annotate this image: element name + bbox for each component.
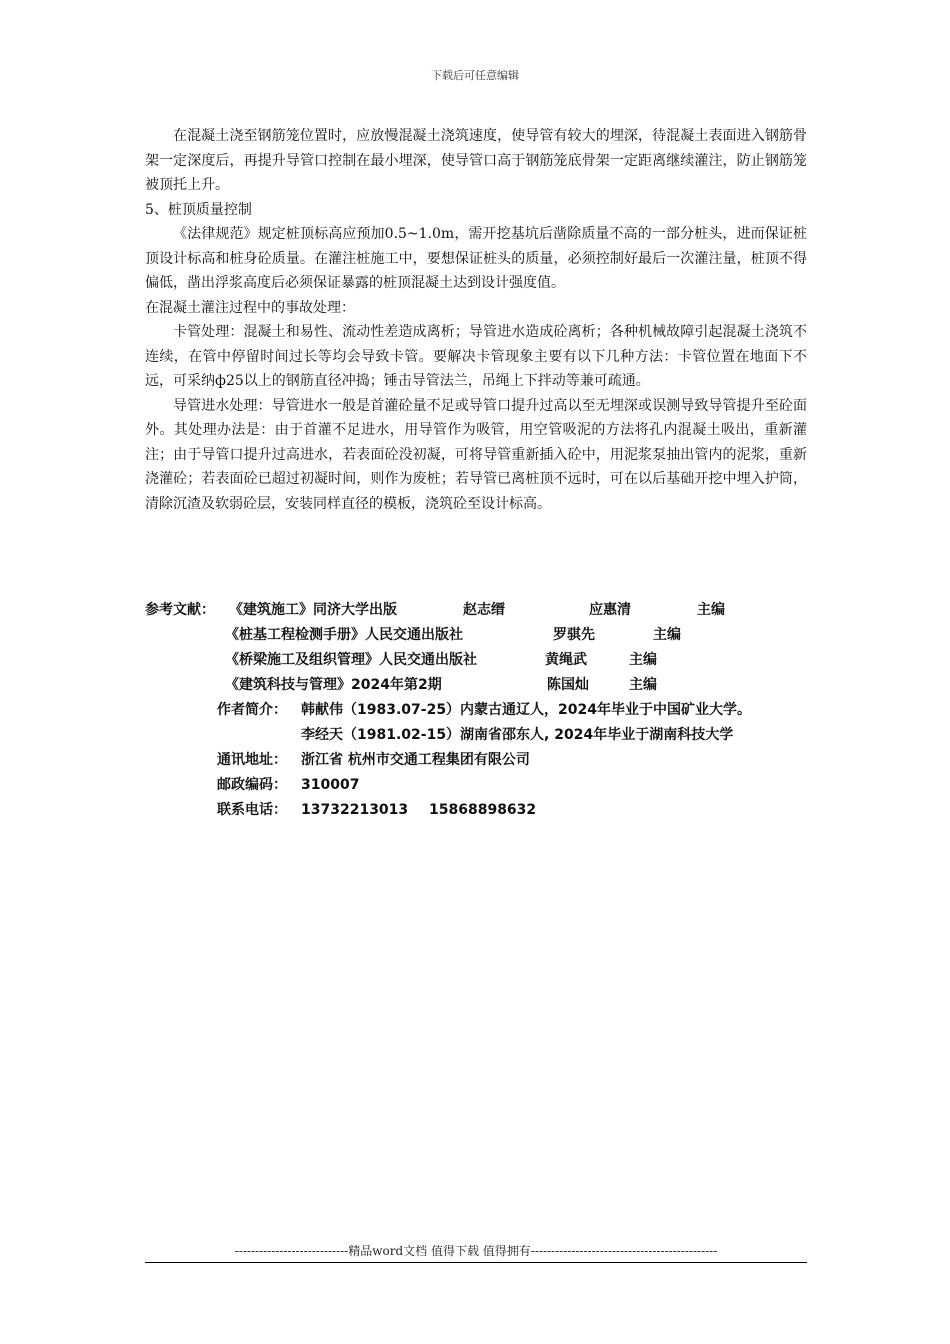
reference-title: 《桩基工程检测手册》人民交通出版社 [225,627,463,643]
paragraph-pipe-blockage: 卡管处理：混凝土和易性、流动性差造成离析；导管进水造成砼离析；各种机械故障引起混凝土浇筑不连续，在管中停留时间过长等均会导致卡管。要解决卡管现象主要有以下几种方法：卡管位置在地面下不远，可采纳ф25以上的钢筋直径冲捣；锤击导管法兰，吊绳上下拌动等兼可疏通。 [145,324,807,389]
reference-title: 《桥梁施工及组织管理》人民交通出版社 [225,652,477,668]
reference-author: 罗骐先 [553,627,595,643]
paragraph-pile-top-quality: 《法律规范》规定桩顶标高应预加0.5~1.0m，需开挖基坑后凿除质量不高的一部分桩头，进而保证桩顶设计标高和桩身砼质量。在灌注桩施工中，要想保证桩头的质量，必须控制好最后一次灌注量，桩顶不得偏低，凿出浮浆高度后必须保证暴露的桩顶混凝土达到设计强度值。 [145,226,807,291]
reference-author: 黄绳武 [545,652,587,668]
reference-role: 主编 [629,652,657,668]
author-info-row [145,723,825,748]
postcode-row [145,773,825,798]
reference-role: 主编 [697,602,725,618]
address-row [145,748,825,773]
address-label: 通讯地址： [217,752,287,768]
phone-value: 13732213013 [301,802,409,818]
reference-role: 主编 [653,627,681,643]
paragraph-rebar-cage: 在混凝土浇至钢筋笼位置时，应放慢混凝土浇筑速度，使导管有较大的埋深，待混凝土表面进入钢筋骨架一定深度后，再提升导管口控制在最小埋深，使导管口高于钢筋笼底骨架一定距离继续灌注，防止钢筋笼被顶托上升。 [145,128,807,193]
document-body [145,124,807,516]
reference-row [145,673,825,698]
phone-value: 15868898632 [429,802,537,818]
author-info-line: 李经天（1981.02-15）湖南省邵东人, 2024年毕业于湖南科技大学 [301,727,734,743]
reference-author: 应惠清 [589,602,631,618]
author-info-line: 韩献伟（1983.07-25）内蒙古通辽人，2024年毕业于中国矿业大学。 [301,702,752,718]
footer-divider [145,1262,807,1263]
reference-row [145,623,825,648]
reference-author: 赵志缙 [463,602,505,618]
section-heading-pile-top: 5、桩顶质量控制 [145,201,252,218]
phone-row [145,798,825,823]
phone-label: 联系电话： [217,802,287,818]
reference-row [145,598,825,623]
author-info-label: 作者简介： [217,702,287,718]
paragraph-pipe-water-ingress: 导管进水处理：导管进水一般是首灌砼量不足或导管口提升过高以至无埋深或误测导致导管提升至砼面外。其处理办法是：由于首灌不足进水，用导管作为吸管，用空管吸泥的方法将孔内混凝土吸出，重新灌注；由于导管口提升过高进水，若表面砼没初凝，可将导管重新插入砼中，用泥浆泵抽出管内的泥浆，重新浇灌砼；若表面砼已超过初凝时间，则作为废桩；若导管已离桩顶不远时，可在以后基础开挖中埋入护筒，清除沉渣及软弱砼层，安装同样直径的模板，浇筑砼至设计标高。 [145,397,807,512]
reference-row [145,648,825,673]
reference-title: 《建筑科技与管理》2024年第2期 [225,677,442,693]
reference-role: 主编 [629,677,657,693]
references-label: 参考文献： [145,602,215,618]
reference-author: 陈国灿 [547,677,589,693]
address-value: 浙江省 杭州市交通工程集团有限公司 [301,752,530,768]
page-header-note: 下载后可任意编辑 [431,69,519,82]
postcode-value: 310007 [301,777,360,793]
reference-title: 《建筑施工》同济大学出版 [229,602,397,618]
page-footer-note: ----------------------------精品word文档 值得下载 值得拥有---------------------------------------------- [234,1244,718,1258]
postcode-label: 邮政编码： [217,777,287,793]
section-heading-accident: 在混凝土灌注过程中的事故处理： [145,299,355,316]
references-section [145,598,825,823]
author-info-row [145,698,825,723]
